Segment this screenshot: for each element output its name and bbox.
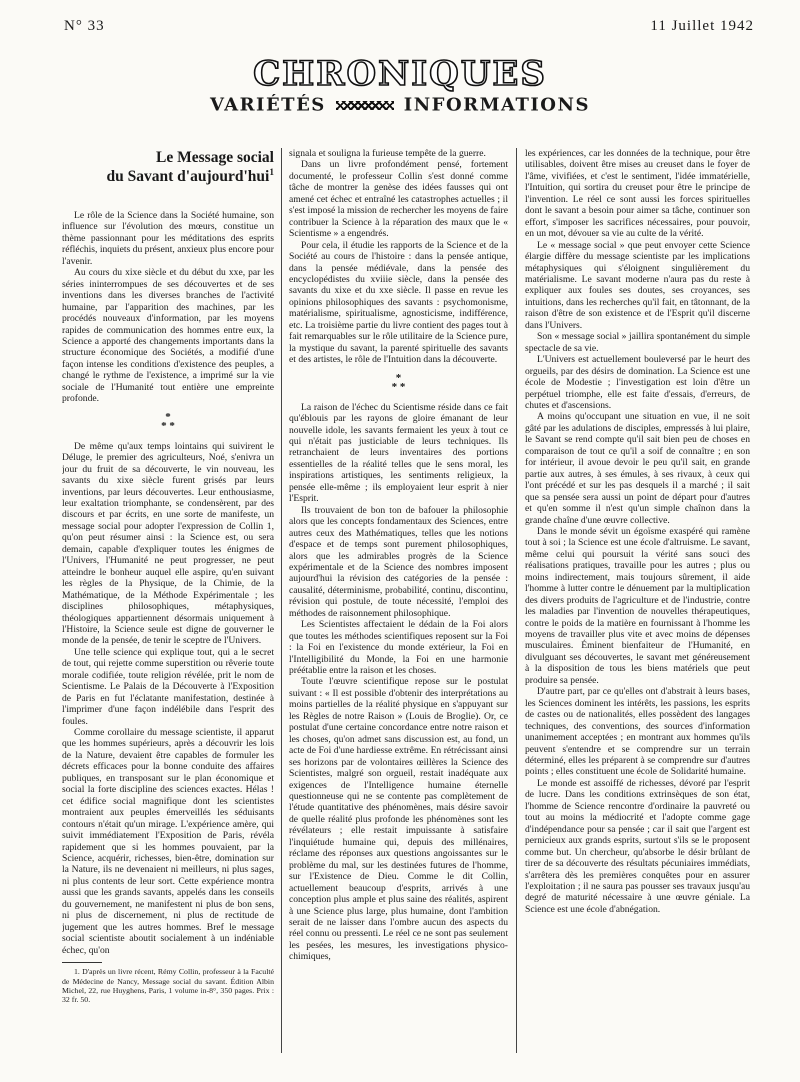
paragraph: Ils trouvaient de bon ton de bafouer la philosophie alors que les concepts fondamentaux des Sciences, entre autres ceux des Mathématiques, telles que les notions d'espace et de temps sont purement philosophiques, alors que les admirables progrès de la Science expérimentale et de la Science des nombres imposent aujourd'hui la révision des catégories de la pensée : causalité, déterminisme, probabilité, continu, discontinu, révision qui postule, de toute nécessité, l'emploi des méthodes de raisonnement philosophique. <box>289 504 508 619</box>
paragraph: Pour cela, il étudie les rapports de la Science et de la Société au cours de l'histoire : dans la pensée antique, dans la pensée médiévale, dans la pensée des encyclopédistes du xviiie siècle, dans la pensée des savants du xixe et du xxe siècle. Il passe en revue les opinions philosophiques des savants : psychomonisme, matérialisme, spiritualisme, agnosticisme, indifférence, etc. La troisième partie du livre contient des pages tout à fait remarquables sur le rôle utilitaire de la Science pure, la mystique du savant, la parenté spirituelle des savants et des artistes, le rôle de l'Intuition dans la découverte. <box>289 239 508 366</box>
paragraph: La raison de l'échec du Scientisme réside dans ce fait qu'éblouis par les rayons de gloire émanant de leur nouvelle idole, les savants fermaient les yeux à tout ce qui n'était pas justiciable de leurs techniques. Ils retranchaient de leurs inventaires des portions essentielles de la réalité telles que le sens moral, les inspirations artistiques, les sentiments religieux, la pensée elle-même ; ils employaient leur esprit à nier l'Esprit. <box>289 401 508 505</box>
masthead <box>0 54 800 116</box>
footnote-rule <box>62 962 102 963</box>
paragraph: Comme corollaire du message scientiste, il apparut que les hommes supérieurs, après a découvrir les lois de la Nature, devaient être capables de formuler les décrets efficaces pour la bonne conduite des affaires publiques, en transposant sur le plan économique et social la forte discipline des sciences exactes. Hélas ! cet édifice social magnifique dont les scientistes montraient aux peuples émerveillés les séduisants contours n'était qu'un mirage. L'expérience amère, qui suivit immédiatement l'Exposition de Paris, révéla rapidement que si les hommes pouvaient, par la Science, acquérir, richesses, bien-être, domination sur la Nature, ils ne devenaient ni meilleurs, ni plus sages, ni plus contents de leur sort. Cette expérience montra aussi que les grands savants, appelés dans les conseils du gouvernement, ne manifestent ni plus de bon sens, ni plus de discernement, ni plus de rectitude de jugement que les autres hommes. Bref le message social scientiste aboutit socialement à un indéniable échec, qu'on <box>62 727 274 956</box>
article-title-line2: du Savant d'aujourd'hui <box>106 168 270 185</box>
title-footnote-mark: 1 <box>269 167 274 178</box>
masthead-sub-right: INFORMATIONS <box>403 94 590 116</box>
paragraph: Dans le monde sévit un égoïsme exaspéré qui ramène tout à soi ; la Science est une école d'altruisme. Le savant, même celui qui poursuit la vérité sans souci des réalisations pratiques, travaille pour les autres ; plus ou moins indirectement, mais toujours sûrement, il aide l'homme à lutter contre le dénuement par la multiplication des divers produits de l'agriculture et de l'industrie, contre les maladies par l'invention de nouvelles thérapeutiques, contre le poids de la matière en fournissant à l'homme les moyens de travailler plus vite et avec moins de dépenses musculaires. Éminent bienfaiteur de l'Humanité, en divulguant ses découvertes, le savant met généreusement à la disposition de tous les biens matériels que peut produire sa pensée. <box>525 525 750 686</box>
paragraph: L'Univers est actuellement bouleversé par le heurt des orgueils, par des désirs de domination. La Science est une école de Modestie ; l'investigation est loin d'être un perpétuel triomphe, elle est faite d'essais, d'erreurs, de chutes et d'ascensions. <box>525 354 750 411</box>
paragraph: Toute l'œuvre scientifique repose sur le postulat suivant : « Il est possible d'obtenir des interprétations au moins partielles de la réalité physique en s'appuyant sur les Règles de notre Raison » (Louis de Broglie). Or, ce postulat d'une certaine concordance entre notre raison et les choses, qu'on admet sans discussion est, au fond, un acte de Foi d'une hardiesse extrême. En rétrécissant ainsi ses horizons par de volontaires œillères la Science des Scientistes, malgré son orgueil, restait inadéquate aux exigences de l'Intelligence humaine éternelle questionneuse qui ne se contente pas complètement de l'étude quantitative des phénomènes, mais désire savoir de quelle réalité plus profonde les phénomènes sont les révélateurs ; elle restait impuissante à satisfaire l'inquiétude humaine qui, depuis des millénaires, réclame des réponses aux questions angoissantes sur le problème du mal, sur les destinées futures de l'homme, sur l'Existence de Dieu. Comme le dit Collin, actuellement beaucoup d'esprits, arrivés à une conception plus ample et plus saine des réalités, aspirent à une Science plus large, plus humaine, dont l'ambition serait de ne laisser dans l'ombre aucun des aspects du réel connu ou pressenti. Le réel ce ne sont pas seulement les pesées, les mesures, les investigations physico-chimiques, <box>289 676 508 963</box>
masthead-title: CHRONIQUES <box>253 54 547 94</box>
paragraph: A moins qu'occupant une situation en vue, il ne soit gâté par les adulations de disciples, empressés à lui plaire, le Savant se rend compte qu'il sait bien peu de choses en comparaison de tout ce qu'il a soif de connaître ; en son for intérieur, il avoue devoir le peu qu'il sait, en grande partie aux autres, à ses émules, à ses rivaux, à ceux qui l'ont précédé et sur les pas desquels il a marché ; il sait que sa pensée sera aussi un point de départ pour d'autres et qu'en somme il n'est qu'un simple chaînon dans la grande chaîne d'une œuvre collective. <box>525 411 750 526</box>
paragraph: D'autre part, par ce qu'elles ont d'abstrait à leurs bases, les Sciences dominent les intérêts, les passions, les esprits de castes ou de nationalités, elles possèdent des langages techniques, des conventions, des sources d'information unanimement acceptées ; en montrant aux hommes qu'ils peuvent s'entendre et se comprendre sur un terrain déterminé, elles les préparent à se comprendre sur d'autres points ; elles constituent une école de Solidarité humaine. <box>525 686 750 778</box>
paragraph: Dans un livre profondément pensé, fortement documenté, le professeur Collin s'est donné comme tâche de montrer la genèse des idées fausses qui ont amené cet échec et entraîné les catastrophes actuelles ; il s'est imposé la mission de rechercher les moyens de faire contribuer la Science à la réparation des maux que le « Scientisme » a engendrés. <box>289 159 508 240</box>
paragraph: Au cours du xixe siècle et du début du xxe, par les séries ininterrompues de ses découvertes et de ses inventions dans les diverses branches de l'activité humaine, par l'apparition des machines, par les procédés nouveaux d'information, par les moyens rapides de communication des hommes entre eux, la Science a apporté des changements importants dans la structure économique des Sociétés, a modifié d'une façon intense les conditions d'existence des peuples, a changé le rythme de l'existence, a imprimé sur la vie sociale de l'Humanité tout entière une empreinte profonde. <box>62 267 274 405</box>
column-divider <box>516 148 517 1053</box>
ornament-icon <box>336 101 394 110</box>
paragraph: De même qu'aux temps lointains qui suivirent le Déluge, le premier des agriculteurs, Noé, s'enivra un jour du fruit de sa découverte, le vin nouveau, les savants du xixe siècle furent grisés par leurs inventions, par leurs découvertes. Leur enthousiasme, leur exaltation triomphante, se condensèrent, par des discours et par écrits, en une sorte de manifeste, un message social pour adopter l'expression de Collin 1, qu'on peut résumer ainsi : la Science est, ou sera demain, capable d'expliquer toutes les énigmes de l'Univers, l'Humanité ne peut progresser, ne peut atteindre le bonheur auquel elle aspire, qu'en suivant les règles de la Physique, de la Chimie, de la Mathématique, de la Méthode Expérimentale ; les disciplines philosophiques, métaphysiques, théologiques appartiennent désormais uniquement à l'Histoire, la Science seule est digne de gouverner le monde de la pensée, de tenir le sceptre de l'Univers. <box>62 440 274 647</box>
article-title-line1: Le Message social <box>156 149 274 166</box>
paragraph: Le monde est assoiffé de richesses, dévoré par l'esprit de lucre. Dans les conditions extrinsèques de son état, l'homme de Science rencontre d'ordinaire la pauvreté ou tout au moins la médiocrité et l'adopte comme gage d'indépendance pour sa pensée ; car il sait que l'argent est pernicieux aux grands esprits, surtout s'ils se le proposent comme but. Un chercheur, qu'absorbe le désir brûlant de tirer de sa découverte des résultats pécuniaires immédiats, s'arrêtera dès les premières conquêtes pour en assurer l'exploitation ; il ne saura pas pousser ses travaux jusqu'au degré de maturité nécessaire à une œuvre géniale. La Science est une école d'abnégation. <box>525 777 750 915</box>
paragraph: Son « message social » jaillira spontanément du simple spectacle de sa vie. <box>525 331 750 354</box>
paragraph: Les Scientistes affectaient le dédain de la Foi alors que toutes les méthodes scientifiques reposent sur la Foi : la Foi en l'existence du monde extérieur, la Foi en l'Intelligibilité du Monde, la Foi en une harmonie préétablie entre la raison et les choses. <box>289 619 508 677</box>
issue-number: N° 33 <box>64 18 105 34</box>
column-divider <box>281 148 282 1053</box>
paragraph: Une telle science qui explique tout, qui a le secret de tout, qui rejette comme superstition ou rêverie toute morale codifiée, toute religion révélée, prit le nom de Scientisme. Le Palais de la Découverte à l'Exposition de Paris en fut l'éclatante manifestation, destinée à l'imprimer d'une façon indélébile dans l'esprit des foules. <box>62 646 274 727</box>
footnote: 1. D'après un livre récent, Rémy Collin, professeur à la Faculté de Médecine de Nancy, Message social du savant. Édition Albin Michel, 22, rue Huyghens, Paris, 1 volume in-8°, 350 pages. Prix : 32 fr. 50. <box>62 967 274 1005</box>
column-1 <box>62 148 274 1048</box>
paragraph: signala et souligna la furieuse tempête de la guerre. <box>289 148 486 159</box>
column-2 <box>289 148 508 1053</box>
paragraph: Le « message social » que peut envoyer cette Science élargie diffère du message scientiste par les implications métaphysiques qui s'éloignent singulièrement du matérialisme. Le savant moderne n'aura pas du reste à expliquer aux foules ses doutes, ses croyances, ses intuitions, dans les recherches qu'il fait, en tâtonnant, de la raison d'être de son existence et de l'Esprit qu'il discerne dans l'Univers. <box>525 239 750 331</box>
asterism-divider: * * * <box>391 371 406 393</box>
column-3 <box>525 148 750 1053</box>
paragraph: les expériences, car les données de la technique, pour être utilisables, doivent être mises au creuset dans le foyer de l'âme, vivifiées, et c'est le sentiment, l'idée immatérielle, l'Intuition, qui sortira du creuset pour être le principe de l'invention. Le réel ce sont aussi les forces spirituelles dont le savant a besoin pour aimer sa tâche, continuer son effort, s'imposer les sacrifices nécessaires, pour pouvoir, en un mot, dévouer sa vie au culte de la vérité. <box>525 148 750 240</box>
article-title <box>62 148 274 186</box>
paragraph: Le rôle de la Science dans la Société humaine, son influence sur l'évolution des mœurs, constitue un thème passionnant pour les méditations des esprits réfléchis, inquiets du présent, anxieux plus encore pour l'avenir. <box>62 210 274 267</box>
issue-date: 11 Juillet 1942 <box>650 18 754 34</box>
asterism-divider: * * * <box>161 410 175 432</box>
masthead-subtitle <box>0 94 800 116</box>
masthead-sub-left: VARIÉTÉS <box>210 94 326 116</box>
